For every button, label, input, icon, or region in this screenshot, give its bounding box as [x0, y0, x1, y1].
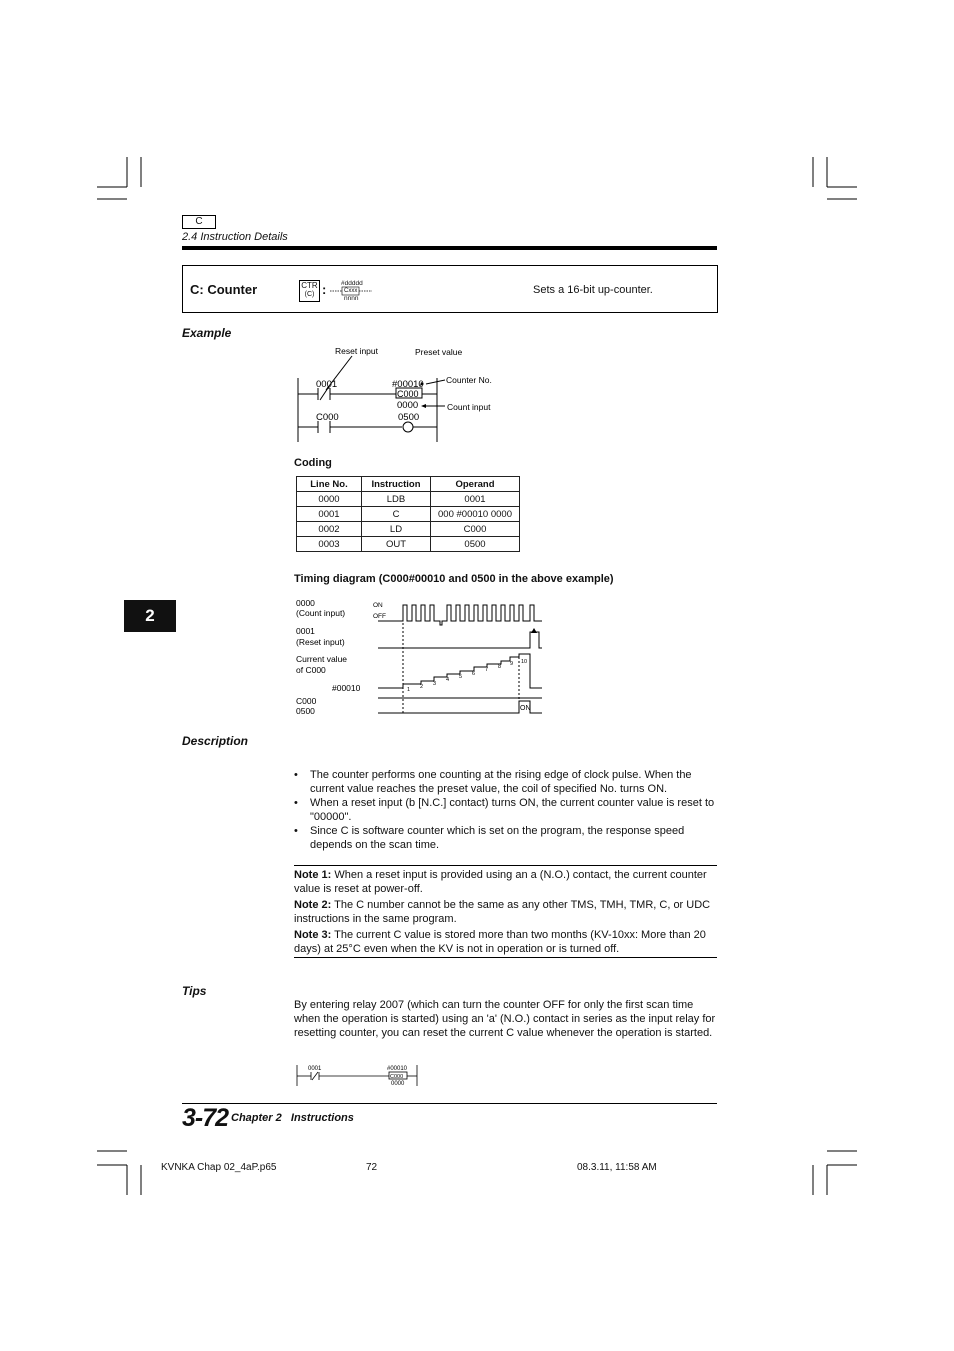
- count-addr-label: 0000: [397, 400, 419, 411]
- timing-row1-b: (Count input): [296, 608, 346, 618]
- coding-col-instruction: Instruction: [362, 477, 431, 492]
- description-heading: Description: [182, 734, 249, 748]
- chapter-side-tab: 2: [124, 600, 176, 632]
- label-reset-input: Reset input: [335, 346, 378, 356]
- timing-heading: Timing diagram (C000#00010 and 0500 in the above example): [294, 573, 614, 585]
- header-rule: [182, 246, 717, 250]
- note-1: [294, 868, 717, 896]
- example-heading: Example: [182, 326, 232, 340]
- tips-contact: 0001: [308, 1066, 322, 1072]
- instruction-name: C: Counter: [190, 282, 258, 297]
- page-number: 3-72: [182, 1104, 229, 1132]
- step-label: 7: [485, 667, 489, 673]
- table-cell: 000 #00010 0000: [431, 507, 520, 522]
- table-cell: 0000: [297, 492, 362, 507]
- note-label: Note 3:: [294, 929, 332, 941]
- table-cell: 0002: [297, 522, 362, 537]
- timing-row2-a: 0001: [296, 626, 315, 636]
- timing-row1-a: 0000: [296, 598, 315, 608]
- footer-file: KVNKA Chap 02_4aP.p65: [161, 1162, 277, 1173]
- coding-col-operand: Operand: [431, 477, 520, 492]
- timing-row3-b: of C000: [296, 665, 326, 675]
- note-text: The current C value is stored more than two months (KV-10xx: More than 20 days) at 25°C even when the KV is not in operation or is turned off.: [294, 929, 706, 955]
- tips-preset: #00010: [387, 1066, 408, 1072]
- format-bottom: nnnn: [344, 295, 359, 302]
- footer-rule: [182, 1103, 717, 1104]
- table-row: [297, 492, 520, 507]
- section-tab: C: [182, 215, 216, 229]
- timing-on-box: ON: [520, 705, 531, 712]
- timing-off: OFF: [373, 613, 386, 620]
- step-label: 2: [420, 684, 424, 690]
- label-preset-value: Preset value: [415, 347, 463, 357]
- note-3: [294, 928, 717, 956]
- footer-timestamp: 08.3.11, 11:58 AM: [577, 1162, 657, 1173]
- step-label: 10: [521, 659, 528, 665]
- table-cell: OUT: [362, 537, 431, 552]
- table-row: [297, 507, 520, 522]
- description-list: [294, 768, 718, 852]
- list-item: • When a reset input (b [N.C.] contact) turns ON, the current counter value is reset to "00000".: [294, 796, 718, 824]
- tips-ladder: [294, 1062, 424, 1088]
- table-cell: 0500: [431, 537, 520, 552]
- step-label: 6: [472, 671, 476, 677]
- timing-preset: #00010: [332, 683, 361, 693]
- table-cell: LDB: [362, 492, 431, 507]
- tips-counter: C000: [390, 1074, 404, 1080]
- counter-label: C000: [397, 389, 419, 399]
- note-text: The C number cannot be the same as any other TMS, TMH, TMR, C, or UDC instructions in the same program.: [294, 899, 711, 925]
- step-label: 3: [433, 681, 437, 687]
- list-item: • The counter performs one counting at the rising edge of clock pulse. When the current value reaches the preset value, the coil of specified No. turns ON.: [294, 768, 718, 796]
- timing-row2-b: (Reset input): [296, 637, 345, 647]
- table-row: [297, 522, 520, 537]
- tips-text: By entering relay 2007 (which can turn the counter OFF for only the first scan time when the operation is started) using an 'a' (N.O.) contact in series as the input relay for resetting counter, you can reset the current C value whenever the operation is started.: [294, 999, 716, 1039]
- tips-heading: Tips: [182, 984, 207, 998]
- contact-c000: C000: [316, 412, 339, 423]
- instruction-box: [182, 265, 718, 313]
- note-2: [294, 898, 717, 926]
- timing-on: ON: [373, 602, 383, 609]
- note-label: Note 1:: [294, 869, 332, 881]
- chapter-title: Instructions: [290, 1112, 354, 1124]
- table-cell: 0001: [297, 507, 362, 522]
- instruction-colon: :: [322, 282, 327, 297]
- step-label: 4: [446, 677, 450, 683]
- note-text: When a reset input is provided using an a (N.O.) contact, the current counter value is reset at power-off.: [294, 869, 707, 895]
- example-ladder: [290, 340, 510, 450]
- tips-input: 0000: [391, 1081, 405, 1087]
- notes-box: [294, 865, 717, 958]
- timing-diagram: [290, 595, 550, 720]
- table-cell: LD: [362, 522, 431, 537]
- instruction-symbol: CTR (C): [299, 280, 320, 302]
- table-row: [297, 537, 520, 552]
- format-top: #ddddd: [341, 280, 363, 287]
- coil-label: 0500: [398, 412, 420, 423]
- coding-header-row: [297, 477, 520, 492]
- timing-row4-b: 0500: [296, 706, 315, 716]
- label-counter-no: Counter No.: [446, 375, 492, 385]
- table-cell: 0001: [431, 492, 520, 507]
- table-cell: 0003: [297, 537, 362, 552]
- section-title: 2.4 Instruction Details: [182, 231, 288, 243]
- coding-heading: Coding: [294, 457, 332, 469]
- note-label: Note 2:: [294, 899, 332, 911]
- list-item: • Since C is software counter which is set on the program, the response speed depends on the scan time.: [294, 824, 718, 852]
- step-label: 8: [498, 664, 502, 670]
- label-count-input: Count input: [447, 402, 491, 412]
- table-cell: C000: [431, 522, 520, 537]
- coding-col-line: Line No.: [297, 477, 362, 492]
- timing-row4-a: C000: [296, 696, 317, 706]
- chapter-label: Chapter 2: [231, 1112, 282, 1124]
- preset-label: #00010: [392, 379, 424, 390]
- contact-0001: 0001: [316, 379, 338, 390]
- coding-table: [296, 476, 520, 552]
- step-label: 5: [459, 674, 463, 680]
- step-label: 1: [407, 687, 411, 693]
- step-label: 9: [510, 661, 514, 667]
- footer-file-page: 72: [366, 1162, 378, 1173]
- instruction-description: Sets a 16-bit up-counter.: [533, 284, 653, 296]
- format-mid: Cxxx: [344, 288, 358, 294]
- footer-chapter: [231, 1112, 354, 1124]
- table-cell: C: [362, 507, 431, 522]
- timing-row3-a: Current value: [296, 654, 348, 664]
